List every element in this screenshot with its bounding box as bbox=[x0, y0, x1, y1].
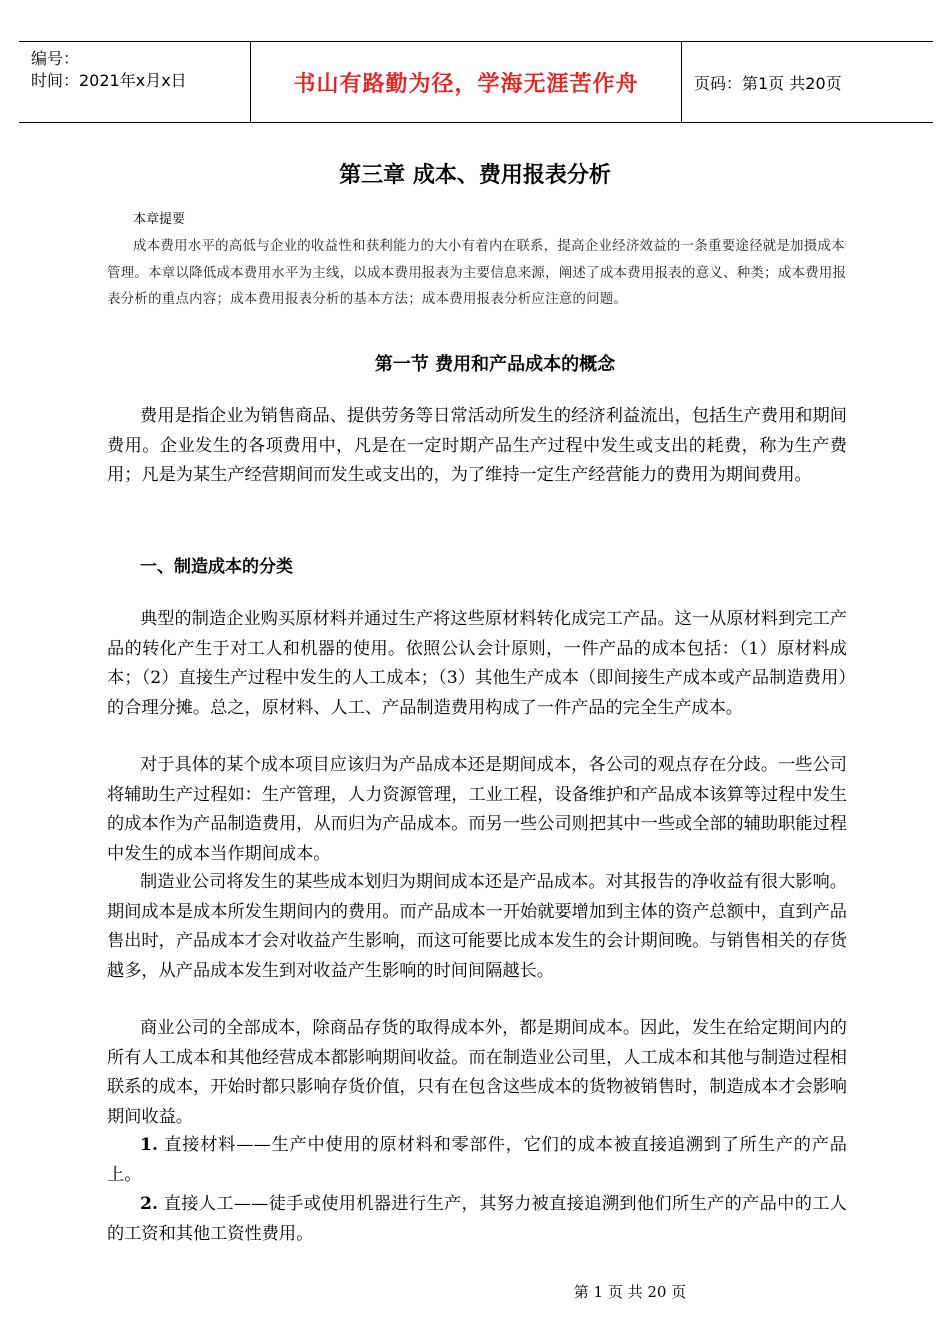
motto-text: 书山有路勤为径，学海无涯苦作舟 bbox=[293, 71, 639, 97]
document-header bbox=[19, 41, 933, 123]
list-item-2 bbox=[107, 1190, 847, 1249]
paragraph-3: 对于具体的某个成本项目应该归为产品成本还是期间成本，各公司的观点存在分歧。一些公司将辅助生产过程如：生产管理，人力资源管理，工业工程，设备维护和产品成本该算等过程中发生的成本作为产品制造费用，从而归为产品成本。而另一些公司则把其中一些或全部的辅助职能过程中发生的成本当作期间成本。 bbox=[107, 755, 847, 864]
header-page-cell bbox=[682, 42, 933, 122]
header-info-cell bbox=[19, 42, 251, 122]
summary-label: 本章提要 bbox=[133, 212, 186, 227]
list-item-2-number: 2. bbox=[140, 1194, 158, 1214]
paragraph-4: 制造业公司将发生的某些成本划归为期间成本还是产品成本。对其报告的净收益有很大影响。期间成本是成本所发生期间内的费用。而产品成本一开始就要增加到主体的资产总额中，直到产品售出时，产品成本才会对收益产生影响，而这可能要比成本发生的会计期间晚。与销售相关的存货越多，从产品成本发生到对收益产生影响的时间间隔越长。 bbox=[107, 872, 847, 981]
summary-text: 成本费用水平的高低与企业的收益性和获利能力的大小有着内在联系，提高企业经济效益的一条重要途径就是加摄成本管理。本章以降低成本费用水平为主线，以成本费用报表为主要信息来源，阐述了成本费用报表的意义、种类；成本费用报表分析的重点内容；成本费用报表分析的基本方法；成本费用报表分析应注意的问题。 bbox=[107, 239, 847, 307]
paragraph-5: 商业公司的全部成本，除商品存货的取得成本外，都是期间成本。因此，发生在给定期间内的所有人工成本和其他经营成本都影响期间收益。而在制造业公司里，人工成本和其他与制造过程相联系的成本，开始时都只影响存货价值，只有在包含这些成本的货物被销售时，制造成本才会影响期间收益。 bbox=[107, 1018, 847, 1127]
page-info: 页码：第1页 共20页 bbox=[694, 73, 842, 93]
list-item-2-text: 直接人工——徒手或使用机器进行生产，其努力被直接追溯到他们所生产的产品中的工人的工资和其他工资性费用。 bbox=[107, 1194, 847, 1244]
paragraph-2: 典型的制造企业购买原材料并通过生产将这些原材料转化成完工产品。这一从原材料到完工产品的转化产生于对工人和机器的使用。依照公认会计原则，一件产品的成本包括：（1）原材料成本；（2）直接生产过程中发生的人工成本；（3）其他生产成本（即间接生产成本或产品制造费用）的合理分摊。总之，原材料、人工、产品制造费用构成了一件产品的完全生产成本。 bbox=[107, 609, 847, 718]
list-item-1-text: 直接材料——生产中使用的原材料和零部件，它们的成本被直接追溯到了所生产的产品上。 bbox=[107, 1135, 847, 1185]
list-item-1-number: 1. bbox=[140, 1135, 158, 1155]
chapter-title: 第三章 成本、费用报表分析 bbox=[339, 163, 611, 188]
list-item-1 bbox=[107, 1131, 847, 1190]
paragraph-1: 费用是指企业为销售商品、提供劳务等日常活动所发生的经济利益流出，包括生产费用和期间费用。企业发生的各项费用中，凡是在一定时期产品生产过程中发生或支出的耗费，称为生产费用；凡是为某生产经营期间而发生或支出的，为了维持一定生产经营能力的费用为期间费用。 bbox=[107, 406, 847, 485]
page-footer: 第 1 页 共 20 页 bbox=[573, 1283, 687, 1301]
section-title: 第一节 费用和产品成本的概念 bbox=[374, 354, 616, 375]
serial-label: 编号： bbox=[31, 49, 80, 68]
time-label: 时间：2021年x月x日 bbox=[31, 71, 187, 90]
subsection-title: 一、制造成本的分类 bbox=[140, 557, 293, 577]
header-motto-cell bbox=[251, 42, 682, 122]
